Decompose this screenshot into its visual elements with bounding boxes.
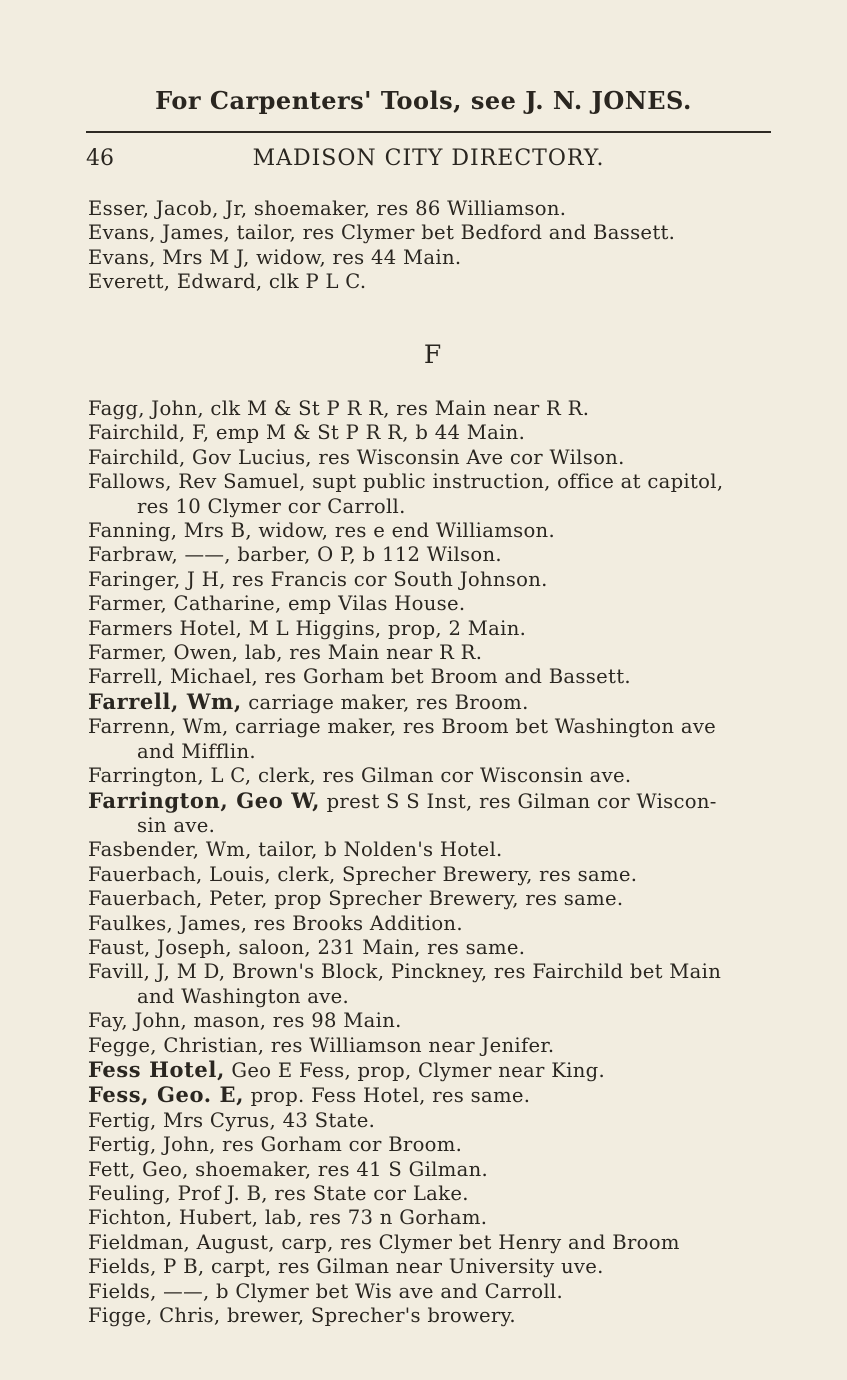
directory-entry [88, 270, 778, 294]
directory-entry [88, 1058, 778, 1083]
directory-entry [88, 764, 778, 788]
directory-entry [88, 617, 778, 641]
directory-entry [88, 863, 778, 887]
directory-entry [88, 397, 778, 421]
directory-entry [88, 1133, 778, 1157]
advertisement-line: For Carpenters' Tools, see J. N. JONES. [155, 86, 692, 115]
running-title: MADISON CITY DIRECTORY. [252, 146, 605, 171]
entry-text: Fegge, Christian, res Williamson near Jenifer. [88, 1033, 555, 1057]
directory-entry [88, 641, 778, 665]
entry-text: Everett, Edward, clk P L C. [88, 270, 367, 294]
entry-text: Fallows, Rev Samuel, supt public instruction, office at capitol, [88, 470, 724, 494]
entry-continuation: and Washington ave. [137, 984, 350, 1008]
entry-text: Fauerbach, Peter, prop Sprecher Brewery, res same. [88, 887, 624, 911]
entry-bold-name: Fess Hotel, [88, 1056, 225, 1082]
directory-entry [88, 715, 778, 764]
directory-entry [88, 568, 778, 592]
entries-e-section [88, 197, 778, 295]
directory-entry [88, 960, 778, 1009]
directory-entry [88, 1231, 778, 1255]
directory-entry [88, 1109, 778, 1133]
directory-entry [88, 789, 778, 839]
directory-entry [88, 690, 778, 715]
directory-entry [88, 197, 778, 221]
directory-entry [88, 1304, 778, 1328]
directory-entry [88, 1009, 778, 1033]
entry-text: Faust, Joseph, saloon, 231 Main, res same. [88, 935, 526, 959]
entry-text: Fanning, Mrs B, widow, res e end Williamson. [88, 519, 555, 543]
directory-entry [88, 446, 778, 470]
section-letter: F [423, 340, 442, 369]
entry-text: Farbraw, ——, barber, O P, b 112 Wilson. [88, 543, 502, 567]
entry-text: Fieldman, August, carp, res Clymer bet Henry and Broom [88, 1230, 680, 1254]
directory-entry [88, 1182, 778, 1206]
directory-entry [88, 221, 778, 245]
directory-entry [88, 1255, 778, 1279]
directory-entry [88, 421, 778, 445]
entry-text: Fertig, John, res Gorham cor Broom. [88, 1133, 463, 1157]
directory-entry [88, 1034, 778, 1058]
directory-entry [88, 470, 778, 519]
entry-text: Fertig, Mrs Cyrus, 43 State. [88, 1108, 376, 1132]
directory-entry [88, 1083, 778, 1108]
entry-text: Farrenn, Wm, carriage maker, res Broom bet Washington ave [88, 715, 717, 739]
directory-entry [88, 519, 778, 543]
entry-text: Fichton, Hubert, lab, res 73 n Gorham. [88, 1206, 488, 1230]
page-number: 46 [86, 146, 114, 171]
entry-text: Geo E Fess, prop, Clymer near King. [224, 1058, 605, 1082]
entry-continuation: res 10 Clymer cor Carroll. [137, 494, 406, 518]
entry-text: Esser, Jacob, Jr, shoemaker, res 86 Williamson. [88, 197, 567, 220]
entry-text: Fasbender, Wm, tailor, b Nolden's Hotel. [88, 838, 503, 862]
entry-text: Farrell, Michael, res Gorham bet Broom and Bassett. [88, 665, 631, 689]
entry-text: Fields, P B, carpt, res Gilman near University uve. [88, 1255, 604, 1279]
entry-text: Fields, ——, b Clymer bet Wis ave and Carroll. [88, 1279, 563, 1303]
directory-entry [88, 1206, 778, 1230]
entry-text: Evans, Mrs M J, widow, res 44 Main. [88, 245, 462, 269]
entry-text: Favill, J, M D, Brown's Block, Pinckney, res Fairchild bet Main [88, 960, 722, 984]
directory-entry [88, 838, 778, 862]
directory-entry [88, 936, 778, 960]
header-rule [86, 131, 771, 133]
entry-bold-name: Fess, Geo. E, [88, 1082, 245, 1108]
entry-text: Fett, Geo, shoemaker, res 41 S Gilman. [88, 1157, 489, 1181]
entries-f-section [88, 397, 778, 1328]
entry-text: Fairchild, Gov Lucius, res Wisconsin Ave cor Wilson. [88, 445, 625, 469]
page-header [86, 146, 771, 176]
entry-text: Fairchild, F, emp M & St P R R, b 44 Main. [88, 421, 526, 445]
entry-text: Farmer, Owen, lab, res Main near R R. [88, 641, 483, 665]
entry-text: Farmers Hotel, M L Higgins, prop, 2 Main. [88, 616, 527, 640]
entry-text: Faulkes, James, res Brooks Addition. [88, 911, 463, 935]
entry-continuation: sin ave. [137, 813, 216, 837]
directory-entry [88, 1280, 778, 1304]
entry-text: carriage maker, res Broom. [241, 690, 529, 714]
entry-text: Farrington, L C, clerk, res Gilman cor Wisconsin ave. [88, 764, 632, 788]
entry-text: prop. Fess Hotel, res same. [244, 1084, 531, 1108]
directory-entry [88, 912, 778, 936]
entry-text: Fay, John, mason, res 98 Main. [88, 1009, 402, 1033]
entry-text: Fauerbach, Louis, clerk, Sprecher Brewery, res same. [88, 862, 638, 886]
entry-text: Evans, James, tailor, res Clymer bet Bedford and Bassett. [88, 221, 676, 245]
directory-entry [88, 665, 778, 689]
entry-text: Feuling, Prof J. B, res State cor Lake. [88, 1182, 469, 1205]
directory-entry [88, 887, 778, 911]
entry-text: Farmer, Catharine, emp Vilas House. [88, 592, 466, 616]
entry-continuation: and Mifflin. [137, 739, 256, 763]
entry-text: Figge, Chris, brewer, Sprecher's browery. [88, 1304, 516, 1328]
directory-entry [88, 592, 778, 616]
entry-text: prest S S Inst, res Gilman cor Wiscon- [320, 789, 717, 813]
entry-bold-name: Farrell, Wm, [88, 688, 242, 714]
entry-text: Fagg, John, clk M & St P R R, res Main near R R. [88, 397, 590, 420]
directory-entry [88, 1158, 778, 1182]
entry-text: Faringer, J H, res Francis cor South Johnson. [88, 567, 548, 591]
directory-entry [88, 543, 778, 567]
entry-bold-name: Farrington, Geo W, [88, 787, 321, 813]
directory-entry [88, 246, 778, 270]
